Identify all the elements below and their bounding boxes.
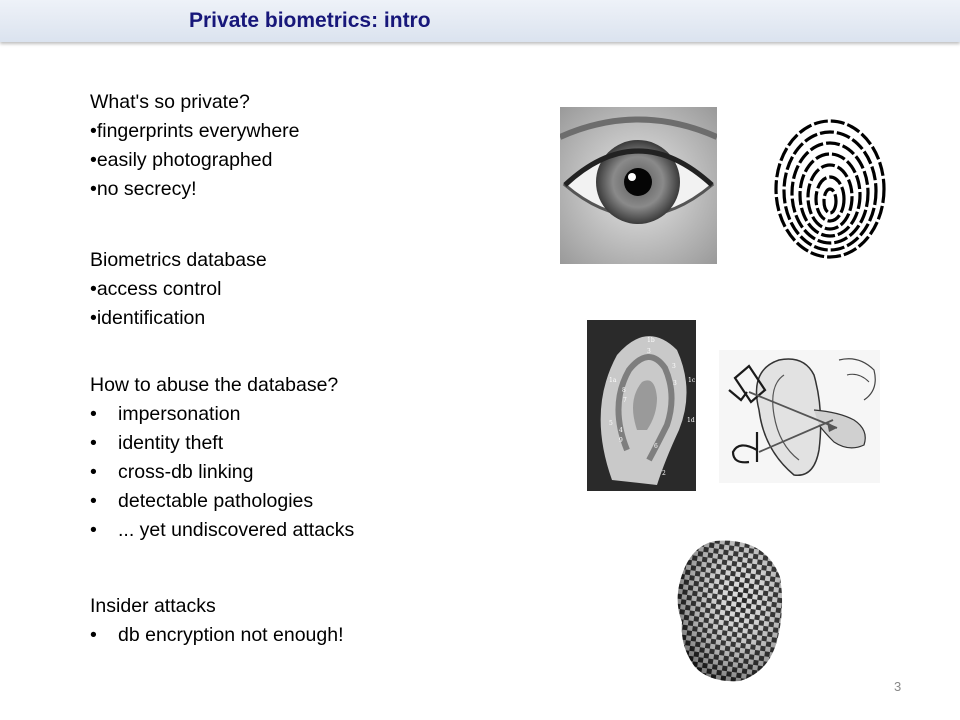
ear-anatomy-diagram — [719, 350, 880, 483]
svg-text:3: 3 — [647, 348, 651, 355]
bullet-item — [90, 516, 354, 545]
bullet-text: identity theft — [118, 432, 224, 454]
bullet-item: •fingerprints everywhere — [90, 120, 300, 142]
svg-text:3: 3 — [672, 363, 676, 370]
bullet-item: •no secrecy! — [90, 178, 197, 200]
section-how-to-abuse — [90, 371, 354, 545]
svg-text:9: 9 — [619, 437, 623, 444]
section-insider-attacks — [90, 592, 344, 650]
bullet-item — [90, 621, 344, 650]
svg-text:2: 2 — [662, 470, 666, 477]
page-number: 3 — [894, 679, 902, 694]
fingerprint-image — [770, 113, 890, 259]
eye-photo — [560, 107, 717, 264]
svg-text:1d: 1d — [687, 417, 695, 424]
title-bar — [0, 0, 960, 42]
section-heading: Insider attacks — [90, 595, 216, 617]
svg-text:4: 4 — [619, 427, 623, 434]
bullet-text: impersonation — [118, 403, 241, 425]
svg-text:1a: 1a — [609, 377, 617, 384]
slide-title: Private biometrics: intro — [189, 9, 431, 32]
bullet-text: ... yet undiscovered attacks — [118, 519, 355, 541]
ear-photo — [587, 320, 696, 491]
svg-text:1c: 1c — [688, 377, 696, 384]
section-heading: How to abuse the database? — [90, 374, 339, 396]
bullet-dot: • — [90, 624, 97, 646]
svg-text:5: 5 — [609, 420, 613, 427]
bullet-item — [90, 429, 354, 458]
bullet-text: cross-db linking — [118, 461, 254, 483]
bullet-text: detectable pathologies — [118, 490, 314, 512]
bullet-item — [90, 487, 354, 516]
svg-text:3: 3 — [673, 380, 677, 387]
svg-text:1b: 1b — [647, 337, 655, 344]
3d-face-mesh — [670, 537, 785, 683]
bullet-dot: • — [90, 461, 97, 483]
bullet-item — [90, 458, 354, 487]
bullet-item — [90, 400, 354, 429]
section-biometrics-database — [90, 246, 267, 333]
bullet-dot: • — [90, 490, 97, 512]
svg-text:7: 7 — [623, 397, 627, 404]
bullet-item: •easily photographed — [90, 149, 273, 171]
bullet-dot: • — [90, 403, 97, 425]
bullet-dot: • — [90, 519, 97, 541]
section-heading: Biometrics database — [90, 249, 267, 271]
bullet-item: •identification — [90, 307, 206, 329]
section-whats-so-private — [90, 88, 300, 204]
svg-text:6: 6 — [654, 443, 658, 450]
bullet-dot: • — [90, 432, 97, 454]
svg-text:8: 8 — [622, 387, 626, 394]
bullet-text: db encryption not enough! — [118, 624, 344, 646]
bullet-item: •access control — [90, 278, 222, 300]
section-heading: What's so private? — [90, 91, 250, 113]
